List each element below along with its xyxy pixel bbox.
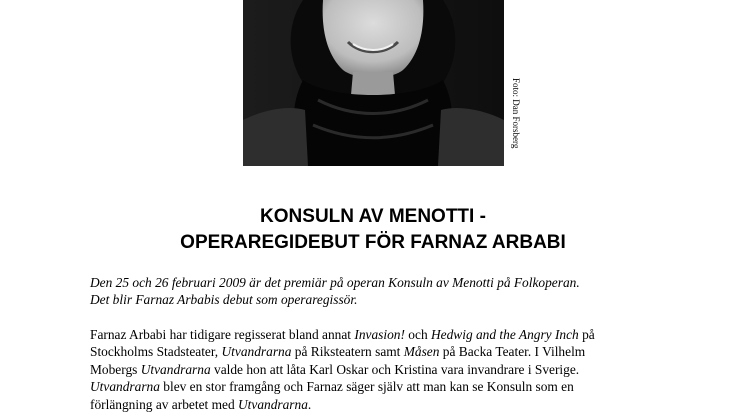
text-run: Farnaz Arbabi har tidigare regisserat bland annat — [90, 327, 355, 342]
title-masen: Måsen — [403, 344, 440, 360]
body-line-1 — [90, 326, 700, 343]
title-line-2: OPERAREGIDEBUT FÖR FARNAZ ARBABI — [180, 232, 566, 253]
title-utvandrarna: Utvandrarna — [237, 396, 308, 412]
page-title — [0, 204, 746, 256]
title-hedwig: Hedwig and the Angry Inch — [430, 327, 579, 342]
title-utvandrarna: Utvandrarna — [221, 344, 292, 360]
lead-paragraph — [90, 274, 690, 308]
body-line-3 — [90, 361, 700, 378]
body-line-5 — [90, 396, 700, 413]
text-run: på Backa Teater. I Vilhelm — [439, 344, 586, 360]
portrait-photo — [243, 0, 504, 166]
title-utvandrarna: Utvandrarna — [140, 361, 211, 377]
photo-credit: Foto: Dan Forsberg — [511, 78, 521, 149]
text-run: blev en stor framgång och Farnaz säger själv att man kan se Konsuln som en — [159, 379, 574, 395]
text-run: valde hon att låta Karl Oskar och Kristina vara invandrare i Sverige. — [210, 361, 580, 377]
body-line-2 — [90, 343, 700, 360]
title-invasion: Invasion! — [354, 327, 405, 342]
title-utvandrarna: Utvandrarna — [90, 379, 160, 395]
body-paragraph — [90, 326, 700, 413]
text-run: Mobergs — [90, 361, 141, 377]
lead-line-1: Den 25 och 26 februari 2009 är det premiär på operan Konsuln av Menotti på Folkoperan. — [90, 275, 580, 290]
body-line-4 — [90, 378, 700, 395]
text-run: på Riksteatern samt — [291, 344, 404, 360]
text-run: på — [578, 327, 595, 342]
title-line-1: KONSULN AV MENOTTI - — [260, 206, 486, 227]
lead-line-2: Det blir Farnaz Arbabis debut som operaregissör. — [90, 292, 358, 307]
portrait-illustration — [243, 0, 504, 166]
text-run: Stockholms Stadsteater, — [90, 344, 222, 360]
text-run: förlängning av arbetet med — [90, 396, 238, 412]
text-run: . — [307, 396, 312, 412]
text-run: och — [404, 327, 431, 342]
